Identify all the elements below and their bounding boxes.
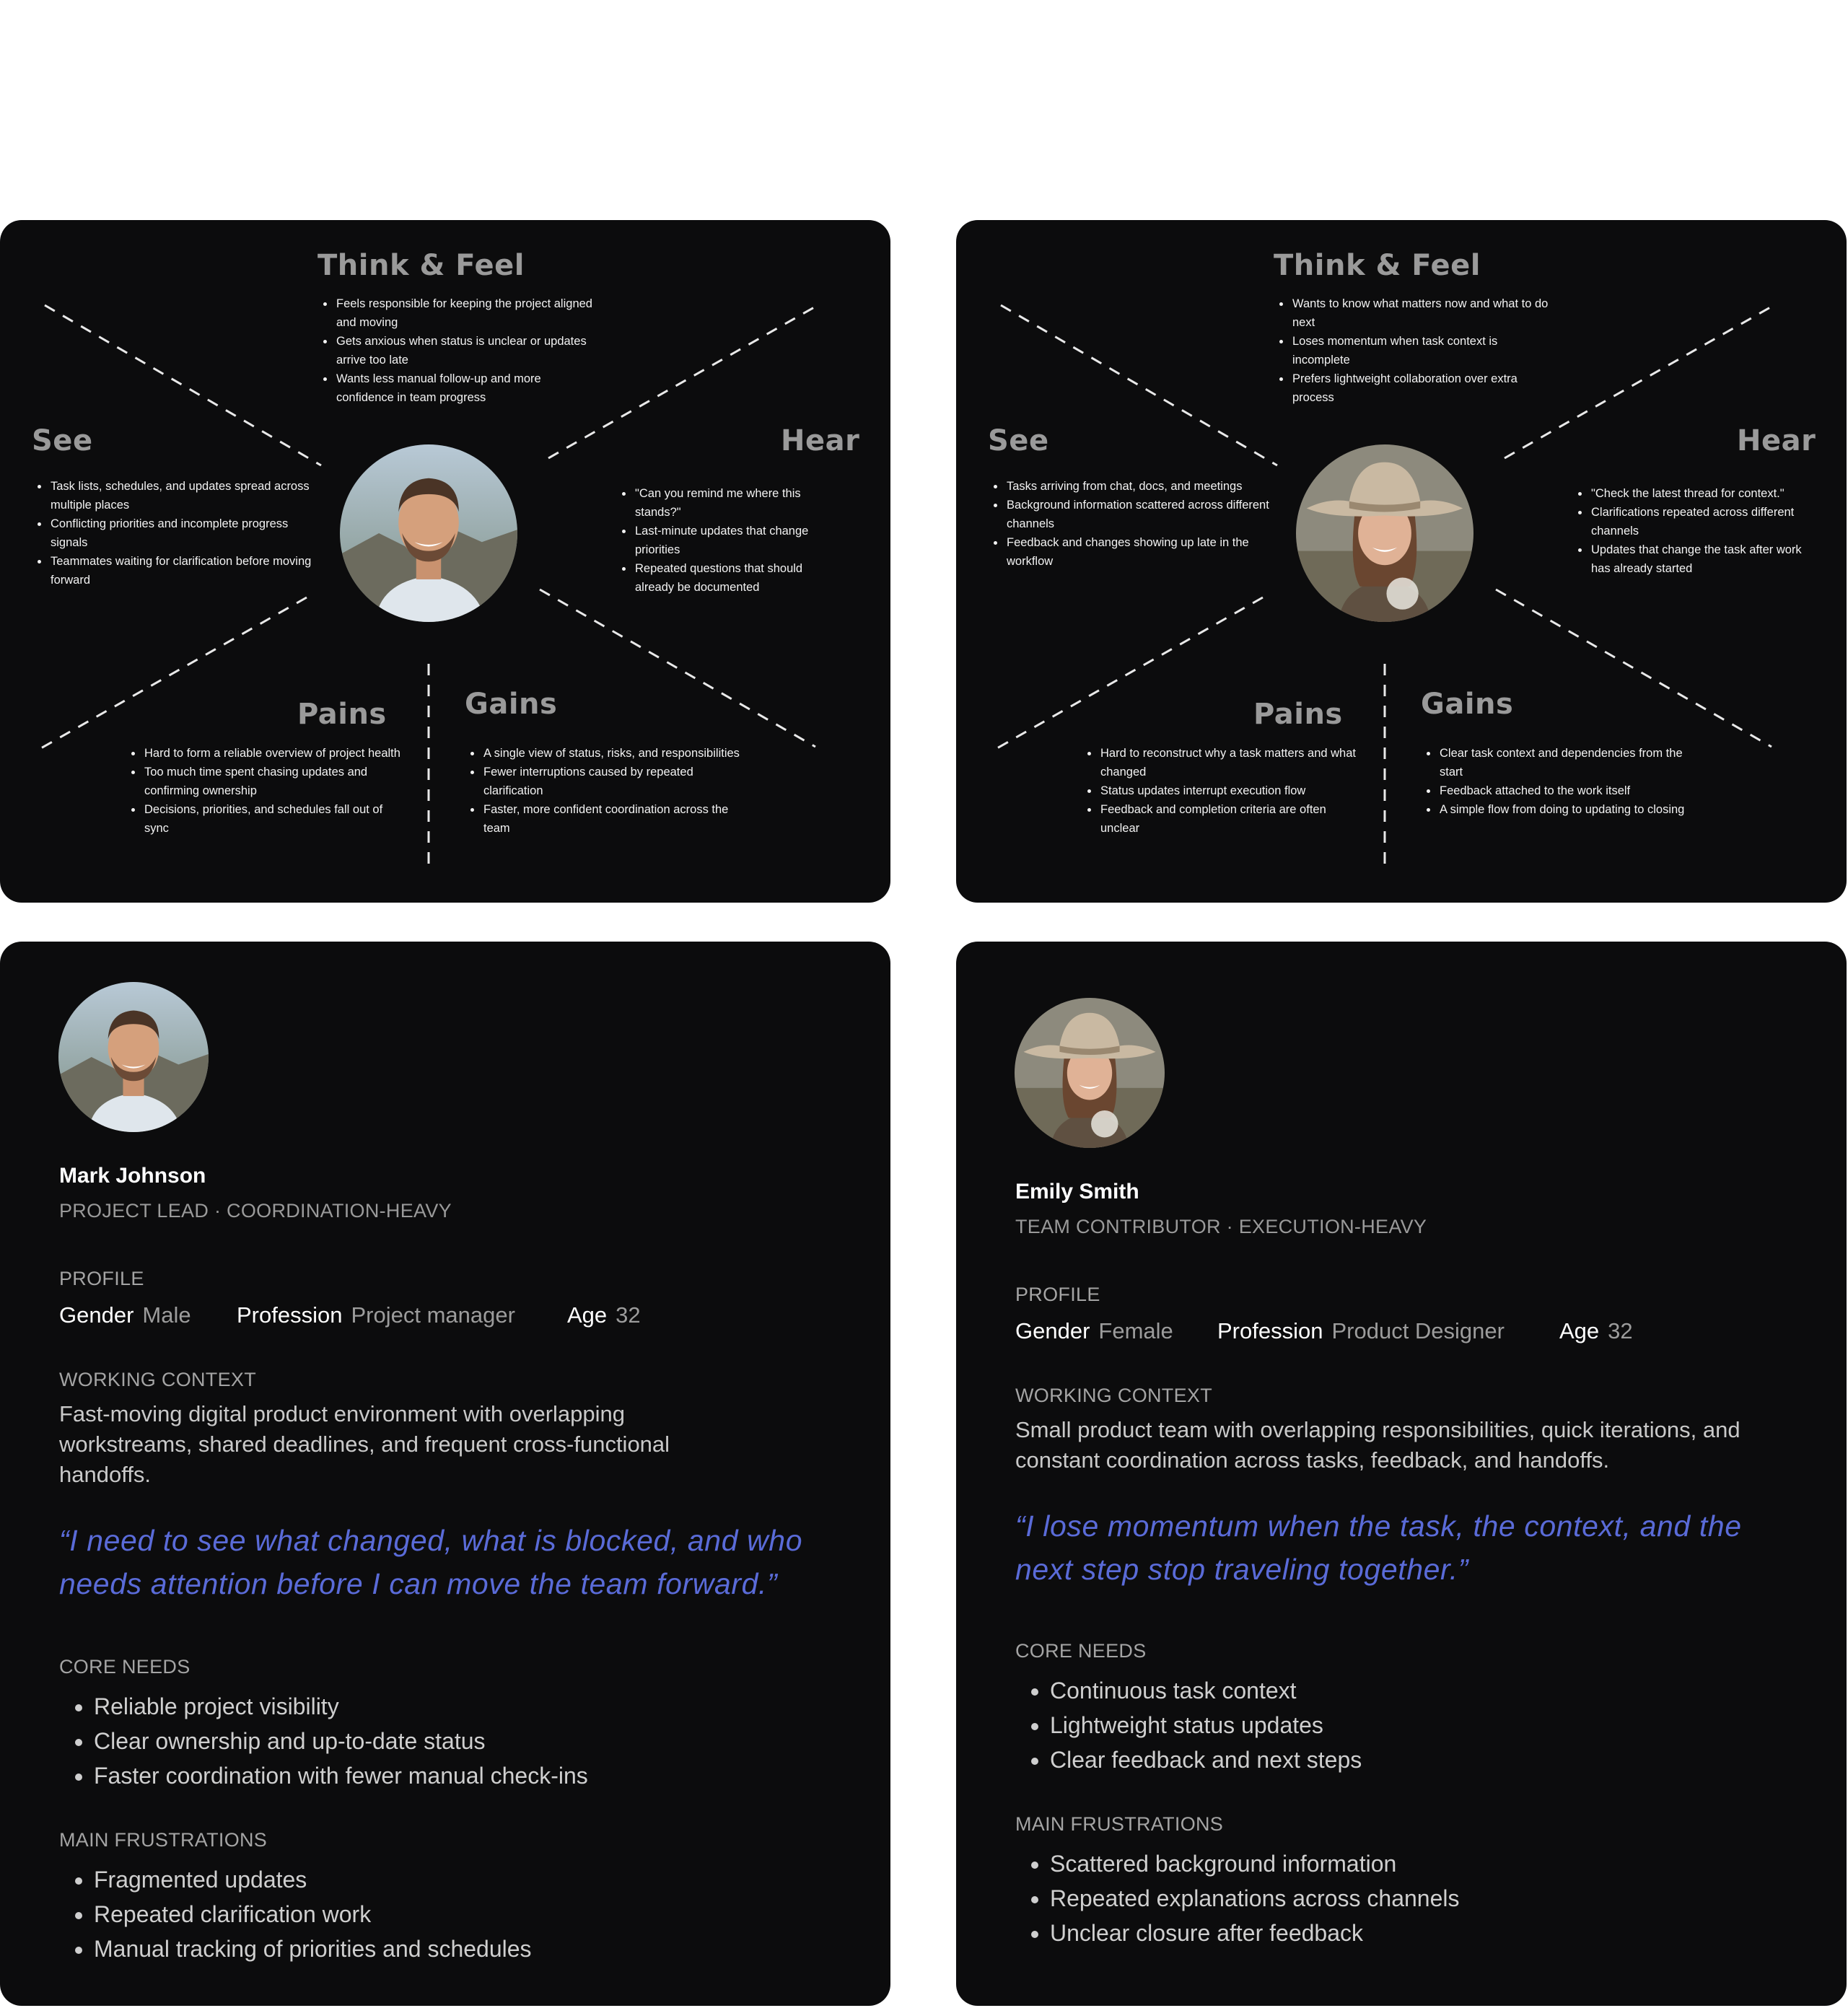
list-item: • Last-minute updates that change priorities [634, 522, 843, 559]
list-item: • Background information scattered across different channels [1005, 496, 1272, 533]
list-item: • Conflicting priorities and incomplete progress signals [49, 514, 316, 552]
list-item: • Gets anxious when status is unclear or updates arrive too late [335, 332, 596, 369]
see-title: See [988, 424, 1049, 457]
list-item: • A simple flow from doing to updating to closing [1438, 800, 1705, 819]
list-item: • Feedback and changes showing up late in the workflow [1005, 533, 1272, 571]
main-frustrations-label: MAIN FRUSTRATIONS [1015, 1813, 1224, 1835]
profession-value: Product Designer [1331, 1318, 1505, 1343]
pains-list [1083, 744, 1363, 838]
gender-key: Gender [1015, 1318, 1090, 1343]
profession-value: Project manager [351, 1302, 515, 1328]
think-feel-list [319, 294, 596, 407]
age-field [567, 1302, 641, 1328]
list-item: • Wants less manual follow-up and more confidence in team progress [335, 369, 596, 407]
list-item: • Clarifications repeated across different channels [1590, 503, 1806, 540]
list-item: • Feedback attached to the work itself [1438, 781, 1705, 800]
core-needs-label: CORE NEEDS [59, 1656, 191, 1678]
avatar-emily [1296, 444, 1473, 622]
core-needs-list [1015, 1673, 1362, 1777]
working-context-text: Small product team with overlapping responsibilities, quick iterations, and constant coordination across tasks, feedback, and handoffs. [1015, 1417, 1740, 1473]
persona-quote: “I need to see what changed, what is blocked, and who needs attention before I can move the team forward.” [59, 1524, 803, 1600]
list-item: • Scattered background information [1050, 1846, 1459, 1881]
list-item: • Repeated questions that should already be documented [634, 559, 843, 597]
list-item: • Wants to know what matters now and what to do next [1291, 294, 1552, 332]
gender-field [59, 1302, 191, 1328]
list-item: • Hard to reconstruct why a task matters and what changed [1099, 744, 1363, 781]
age-key: Age [567, 1302, 608, 1328]
list-item: • Too much time spent chasing updates and confirming ownership [143, 763, 407, 800]
see-list [33, 477, 316, 589]
list-item: • Manual tracking of priorities and schedules [94, 1932, 532, 1966]
list-item: • Loses momentum when task context is incomplete [1291, 332, 1552, 369]
list-item: • A single view of status, risks, and responsibilities [482, 744, 749, 763]
list-item: • Tasks arriving from chat, docs, and meetings [1005, 477, 1272, 496]
hear-title: Hear [1737, 424, 1816, 457]
list-item: • Teammates waiting for clarification before moving forward [49, 552, 316, 589]
list-item: • "Can you remind me where this stands?" [634, 484, 843, 522]
gender-key: Gender [59, 1302, 134, 1328]
list-item: • Updates that change the task after work has already started [1590, 540, 1806, 578]
list-item: • Decisions, priorities, and schedules fall out of sync [143, 800, 407, 838]
persona-card-emily [956, 942, 1847, 2006]
gender-value: Female [1098, 1318, 1173, 1343]
age-value: 32 [616, 1302, 641, 1328]
persona-role: PROJECT LEAD · COORDINATION-HEAVY [59, 1200, 452, 1222]
hear-title: Hear [781, 424, 860, 457]
persona-name: Mark Johnson [59, 1164, 206, 1188]
core-needs-list [59, 1689, 588, 1793]
list-item: • Hard to form a reliable overview of project health [143, 744, 407, 763]
avatar-mark [340, 444, 517, 622]
list-item: • Unclear closure after feedback [1050, 1916, 1459, 1950]
list-item: • Repeated explanations across channels [1050, 1881, 1459, 1916]
profession-key: Profession [1217, 1318, 1323, 1343]
gender-value: Male [142, 1302, 191, 1328]
gains-list [466, 744, 749, 838]
list-item: • Clear task context and dependencies from the start [1438, 744, 1705, 781]
list-item: • Clear ownership and up-to-date status [94, 1724, 588, 1758]
profile-label: PROFILE [59, 1268, 144, 1289]
list-item: • Status updates interrupt execution flow [1099, 781, 1363, 800]
hear-list [1574, 484, 1806, 578]
working-context-label: WORKING CONTEXT [59, 1369, 256, 1390]
profession-field [1217, 1318, 1505, 1344]
profession-field [237, 1302, 515, 1328]
profession-key: Profession [237, 1302, 343, 1328]
list-item: • Continuous task context [1050, 1673, 1362, 1708]
gender-field [1015, 1318, 1173, 1344]
list-item: • Prefers lightweight collaboration over extra process [1291, 369, 1552, 407]
pains-title: Pains [297, 698, 387, 731]
list-item: • "Check the latest thread for context." [1590, 484, 1806, 503]
avatar-emily [1015, 998, 1165, 1148]
list-item: • Task lists, schedules, and updates spread across multiple places [49, 477, 316, 514]
main-frustrations-label: MAIN FRUSTRATIONS [59, 1829, 268, 1851]
empathy-map-mark [0, 220, 890, 903]
see-list [989, 477, 1272, 571]
persona-card-mark [0, 942, 890, 2006]
list-item: • Fragmented updates [94, 1862, 532, 1897]
gains-title: Gains [465, 688, 558, 721]
age-value: 32 [1608, 1318, 1633, 1343]
age-key: Age [1559, 1318, 1600, 1343]
persona-quote: “I lose momentum when the task, the context, and the next step stop traveling together.” [1015, 1509, 1742, 1586]
working-context-text: Fast-moving digital product environment with overlapping workstreams, shared deadlines, and frequent cross-functional handoffs. [59, 1401, 670, 1487]
list-item: • Fewer interruptions caused by repeated clarification [482, 763, 749, 800]
pains-title: Pains [1253, 698, 1343, 731]
core-needs-label: CORE NEEDS [1015, 1640, 1147, 1662]
pains-list [127, 744, 407, 838]
hear-list [618, 484, 843, 597]
profile-label: PROFILE [1015, 1284, 1100, 1305]
gains-list [1422, 744, 1705, 819]
gains-title: Gains [1421, 688, 1514, 721]
age-field [1559, 1318, 1633, 1344]
avatar-mark [58, 982, 209, 1132]
persona-role: TEAM CONTRIBUTOR · EXECUTION-HEAVY [1015, 1216, 1427, 1237]
list-item: • Reliable project visibility [94, 1689, 588, 1724]
think-feel-title: Think & Feel [1274, 249, 1481, 282]
persona-name: Emily Smith [1015, 1180, 1139, 1204]
main-frustrations-list [1015, 1846, 1459, 1950]
list-item: • Lightweight status updates [1050, 1708, 1362, 1742]
list-item: • Feels responsible for keeping the project aligned and moving [335, 294, 596, 332]
list-item: • Faster coordination with fewer manual check-ins [94, 1758, 588, 1793]
list-item: • Clear feedback and next steps [1050, 1742, 1362, 1777]
main-frustrations-list [59, 1862, 532, 1966]
list-item: • Faster, more confident coordination across the team [482, 800, 749, 838]
empathy-map-emily [956, 220, 1847, 903]
list-item: • Feedback and completion criteria are often unclear [1099, 800, 1363, 838]
see-title: See [32, 424, 93, 457]
working-context-label: WORKING CONTEXT [1015, 1385, 1212, 1406]
think-feel-list [1275, 294, 1552, 407]
think-feel-title: Think & Feel [318, 249, 525, 282]
list-item: • Repeated clarification work [94, 1897, 532, 1932]
